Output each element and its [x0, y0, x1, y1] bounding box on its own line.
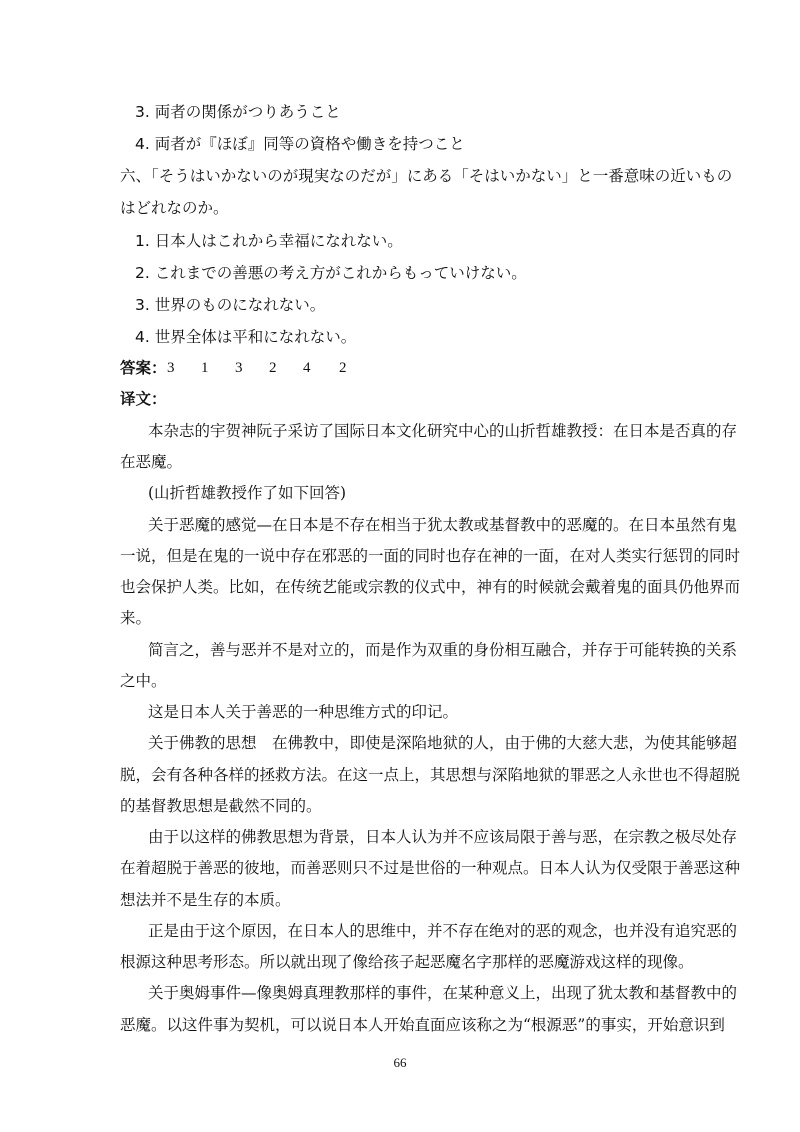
- translation-line: 由于以这样的佛教思想为背景，日本人认为并不应该局限于善与恶，在宗教之极尽处存: [148, 828, 738, 846]
- translation-line: 关于奥姆事件—像奥姆真理教那样的事件，在某种意义上，出现了犹太教和基督教中的: [148, 984, 738, 1002]
- translation-line: 本杂志的宇贺神阮子采访了国际日本文化研究中心的山折哲雄教授：在日本是否真的存: [148, 422, 738, 440]
- translation-line: 这是日本人关于善恶的一种思维方式的印记。: [148, 703, 459, 721]
- translation-line: 在恶魔。: [120, 453, 183, 471]
- translation-line: 想法并不是生存的本质。: [120, 891, 291, 909]
- translation-line: 关于恶魔的感觉—在日本是不存在相当于犹太教或基督教中的恶魔的。在日本虽然有鬼: [148, 516, 738, 534]
- q5-option-3: 3. 両者の関係がつりあうこと: [135, 103, 341, 121]
- translation-line: 也会保护人类。比如，在传统艺能或宗教的仪式中，神有的时候就会戴着鬼的面具仍他界而: [120, 578, 741, 596]
- answers-label: 答案：: [120, 359, 167, 377]
- page-number: 66: [393, 1055, 407, 1070]
- q5-option-4: 4. 両者が『ほぼ』同等の資格や働きを持つこと: [135, 135, 465, 153]
- answer-value: 2: [339, 360, 347, 376]
- answer-value: 3: [167, 360, 175, 376]
- translation-line: 之中。: [120, 672, 167, 690]
- translation-line: 的基督教思想是截然不同的。: [120, 797, 322, 815]
- q6-option-2: 2. これまでの善悪の考え方がこれからもっていけない。: [135, 264, 527, 282]
- translation-line: 在着超脱于善恶的彼地，而善恶则只不过是世俗的一种观点。日本人认为仅受限于善恶这种: [120, 859, 741, 877]
- translation-line: 关于佛教的思想 在佛教中，即使是深陷地狱的人，由于佛的大慈大悲，为使其能够超: [148, 734, 738, 752]
- translation-line: 来。: [120, 609, 152, 627]
- answer-value: 1: [201, 360, 209, 376]
- translation-line: 根源这种思考形态。所以就出现了像给孩子起恶魔名字那样的恶魔游戏这样的现像。: [120, 953, 694, 971]
- translation-line: 简言之，善与恶并不是对立的，而是作为双重的身份相互融合，并存于可能转换的关系: [148, 641, 738, 659]
- answer-value: 4: [303, 360, 311, 376]
- answer-value: 2: [269, 360, 277, 376]
- translation-line: 恶魔。以这件事为契机，可以说日本人开始直面应该称之为“根源恶”的事实，开始意识到: [120, 1016, 725, 1034]
- translation-line: 脱，会有各种各样的拯救方法。在这一点上，其思想与深陷地狱的罪恶之人永世也不得超脱: [120, 766, 741, 784]
- answer-value: 3: [235, 360, 243, 376]
- q6-option-4: 4. 世界全体は平和になれない。: [135, 328, 357, 346]
- translation-line: (山折哲雄教授作了如下回答): [148, 484, 347, 502]
- q6-question-line-2: はどれなのか。: [120, 199, 229, 217]
- q6-option-3: 3. 世界のものになれない。: [135, 296, 326, 314]
- q6-option-1: 1. 日本人はこれから幸福になれない。: [135, 232, 403, 250]
- translation-line: 一说，但是在鬼的一说中存在邪恶的一面的同时也存在神的一面，在对人类实行惩罚的同时: [120, 547, 741, 565]
- translation-label: 译文：: [120, 390, 167, 408]
- q6-question-line-1: 六、「そうはいかないのが現実なのだが」にある「そはいかない」と一番意味の近いもの: [120, 167, 733, 185]
- translation-line: 正是由于这个原因，在日本人的思维中，并不存在绝对的恶的观念，也并没有追究恶的: [148, 922, 738, 940]
